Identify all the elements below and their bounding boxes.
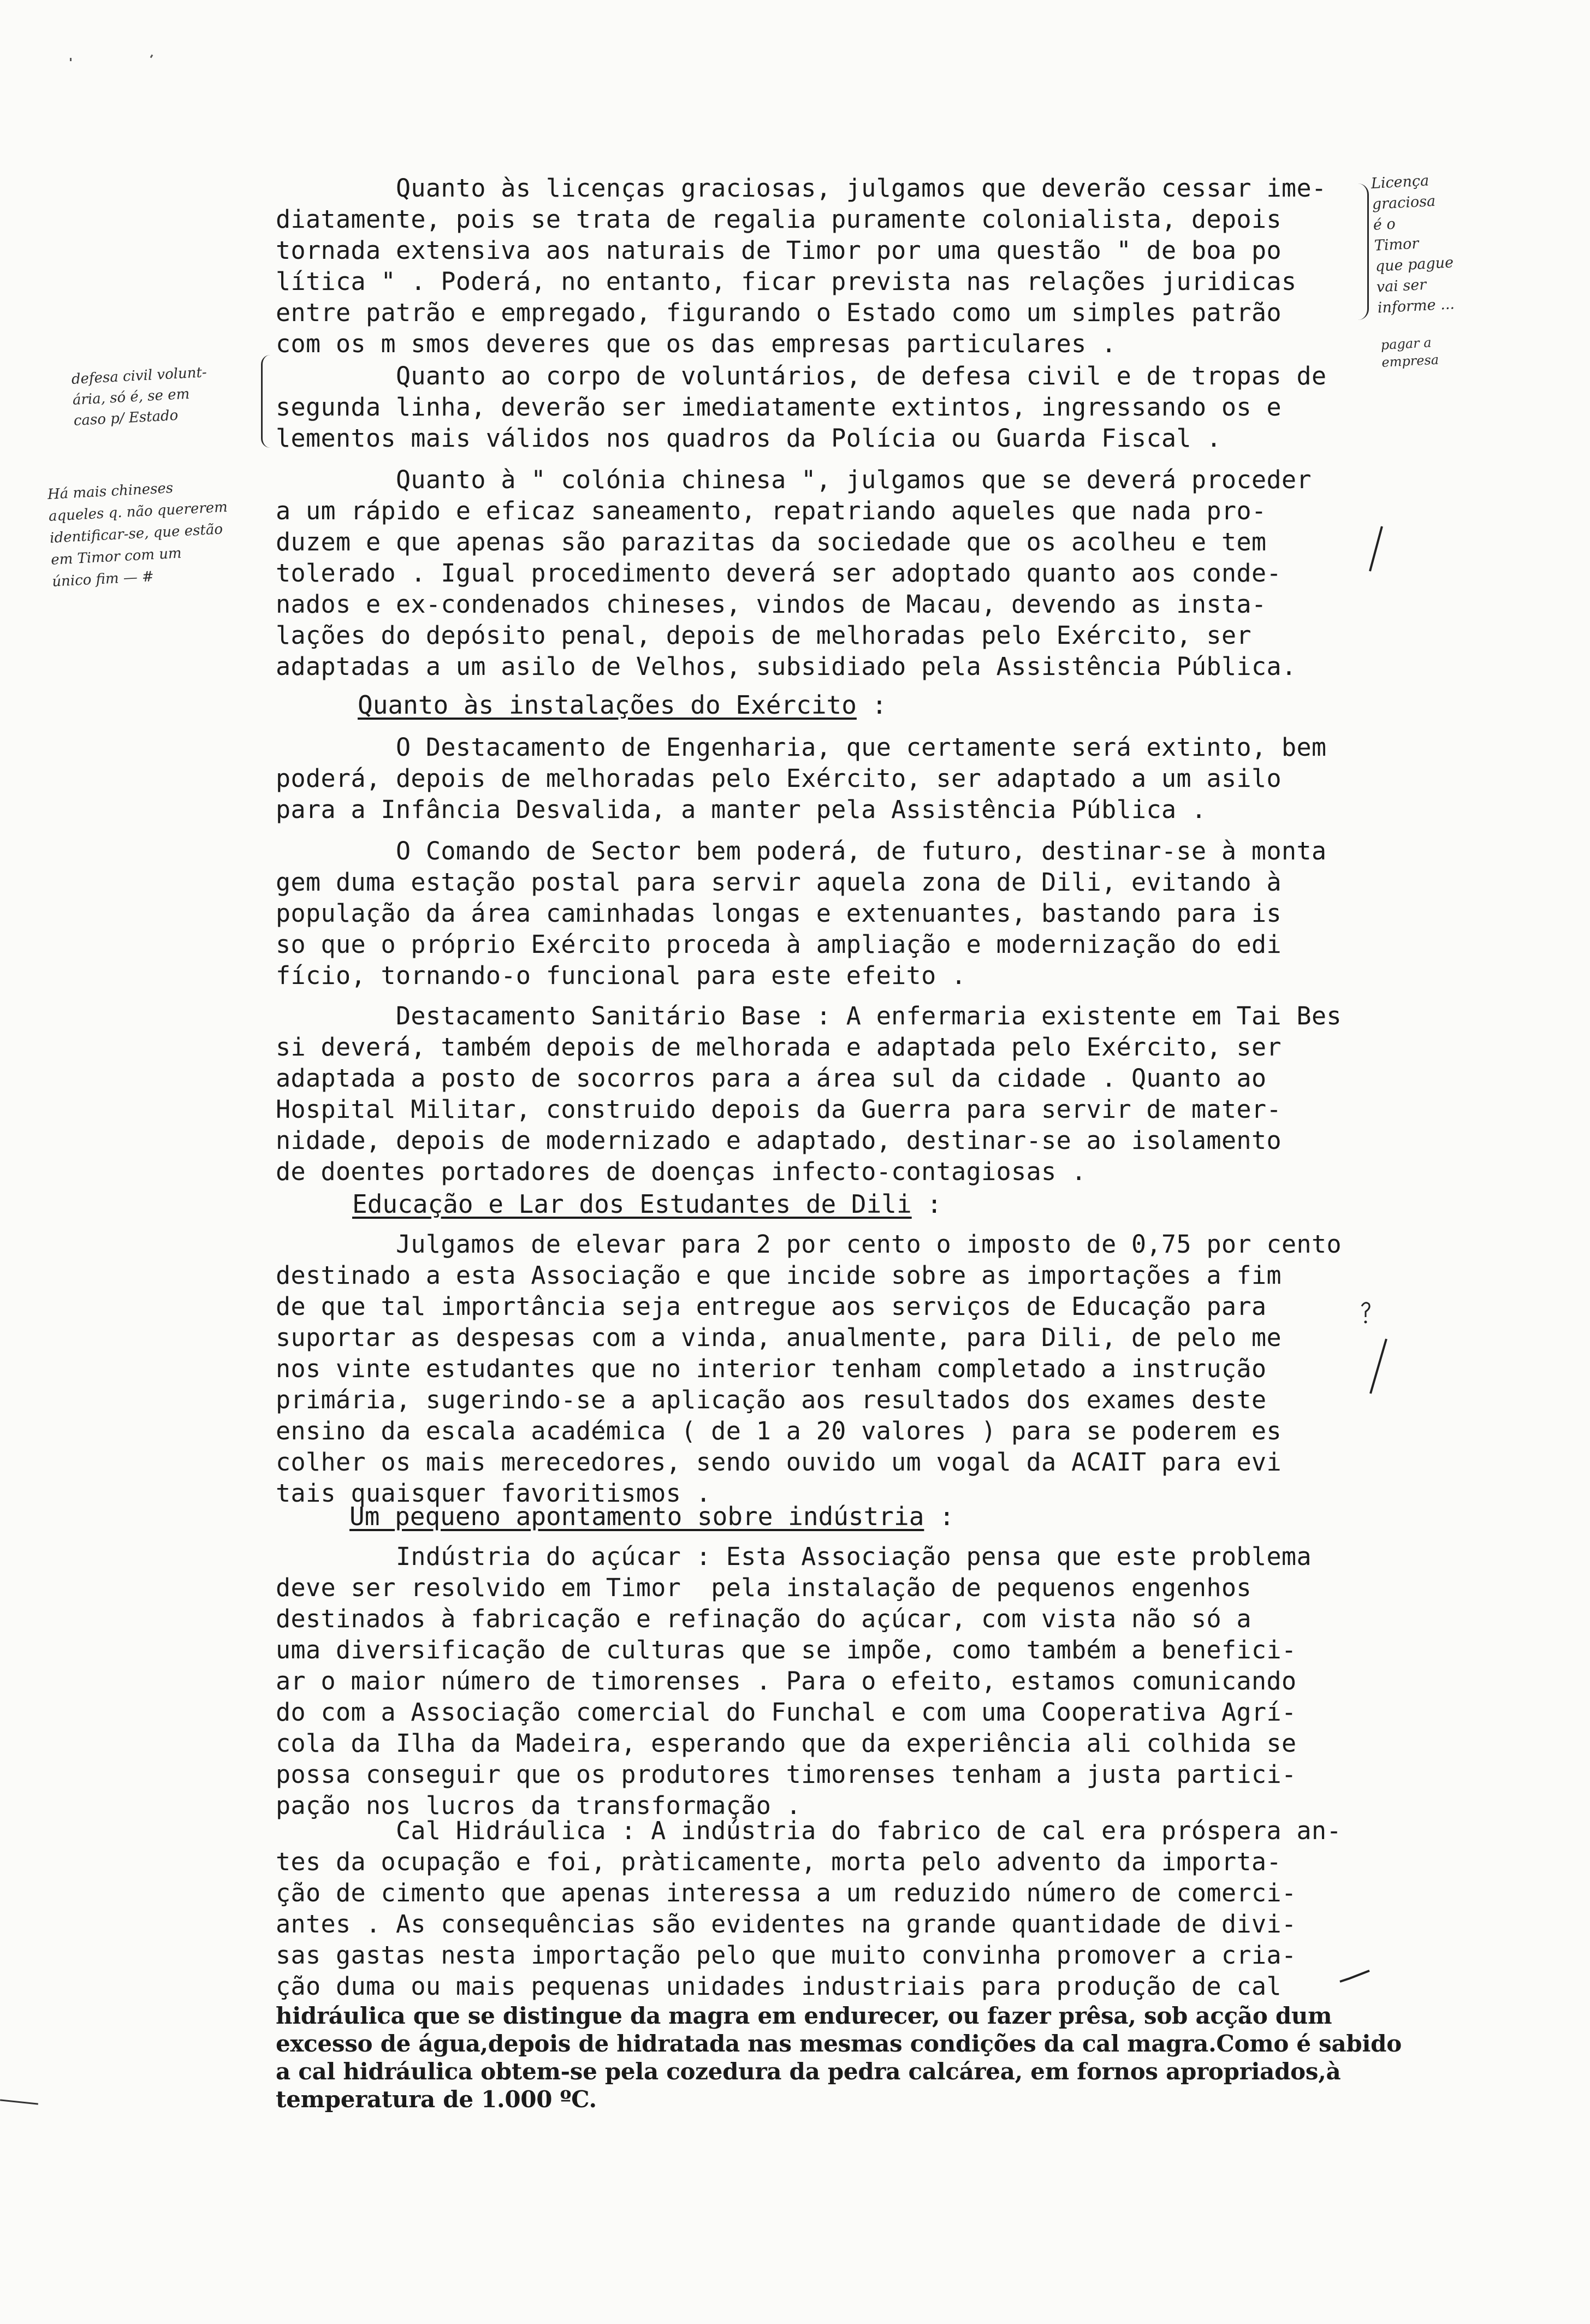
text-line: antes . As consequências são evidentes na grande quantidade de divi- <box>276 1910 1297 1938</box>
paragraph-comando-sector <box>276 835 1379 991</box>
margin-question-mark <box>1360 1300 1372 1325</box>
text-line: ção duma ou mais pequenas unidades industriais para produção de cal <box>276 1972 1282 2001</box>
text-line: O Comando de Sector bem poderá, de futuro, destinar-se à monta <box>276 837 1327 865</box>
text-line: a um rápido e eficaz saneamento, repatriando aqueles que nada pro- <box>276 496 1267 525</box>
text-line: destinados à fabricação e refinação do açúcar, com vista não só a <box>276 1604 1251 1633</box>
text-line: Julgamos de elevar para 2 por cento o imposto de 0,75 por cento <box>276 1230 1342 1259</box>
bold-text-line: a cal hidráulica obtem-se pela cozedura da pedra calcárea, em fornos apropriados,à <box>276 2058 1341 2085</box>
margin-check-mark <box>1368 1337 1390 1397</box>
text-line: nados e ex-condenados chineses, vindos de Macau, devendo as insta- <box>276 590 1267 619</box>
text-line: uma diversificação de culturas que se impõe, como também a benefici- <box>276 1635 1297 1664</box>
text-line: entre patrão e empregado, figurando o Estado como um simples patrão <box>276 298 1282 327</box>
text-line: nos vinte estudantes que no interior tenham completado a instrução <box>276 1354 1267 1383</box>
text-line: de doentes portadores de doenças infecto-contagiosas . <box>276 1157 1087 1186</box>
text-line: primária, sugerindo-se a aplicação aos resultados dos exames deste <box>276 1385 1267 1414</box>
text-line: Quanto às licenças graciosas, julgamos que deverão cessar ime- <box>276 174 1327 203</box>
text-line: nidade, depois de modernizado e adaptado, destinar-se ao isolamento <box>276 1126 1282 1155</box>
paragraph-colonia-chinesa <box>276 464 1379 682</box>
text-line: deve ser resolvido em Timor pela instalação de pequenos engenhos <box>276 1573 1251 1602</box>
paragraph-cal-hidraulica <box>276 1815 1379 2002</box>
handwritten-note-chinesa: Há mais chineses aqueles q. não quererem identificar-se, que estão em Timor com um único fim — # <box>47 479 228 590</box>
paragraph-sanitario <box>276 1000 1379 1187</box>
text-line: so que o próprio Exército proceda à ampliação e modernização do edi <box>276 930 1282 959</box>
text-line: gem duma estação postal para servir aquela zona de Dili, evitando à <box>276 868 1282 897</box>
section-heading: Educação e Lar dos Estudantes de Dili <box>352 1189 912 1219</box>
text-line: Indústria do açúcar : Esta Associação pensa que este problema <box>276 1542 1312 1571</box>
text-line: Destacamento Sanitário Base : A enfermaria existente em Tai Bes <box>276 1001 1342 1030</box>
text-line: suportar as despesas com a vinda, anualmente, para Dili, de pelo me <box>276 1323 1282 1352</box>
text-line: O Destacamento de Engenharia, que certamente será extinto, bem <box>276 733 1327 762</box>
text-line: destinado a esta Associação e que incide sobre as importações a fim <box>276 1261 1282 1290</box>
scan-speck <box>150 55 153 58</box>
text-line: do com a Associação comercial do Funchal e com uma Cooperativa Agrí- <box>276 1698 1297 1727</box>
paragraph-licencas <box>276 173 1379 359</box>
text-line: Quanto ao corpo de voluntários, de defesa civil e de tropas de <box>276 361 1327 390</box>
text-line: poderá, depois de melhoradas pelo Exército, ser adaptado a um asilo <box>276 764 1282 793</box>
text-line: adaptada a posto de socorros para a área sul da cidade . Quanto ao <box>276 1064 1267 1093</box>
text-line: lações do depósito penal, depois de melhoradas pelo Exército, ser <box>276 621 1251 650</box>
paragraph-engenharia <box>276 732 1379 825</box>
text-line: tes da ocupação e foi, pràticamente, morta pelo advento da importa- <box>276 1847 1282 1876</box>
handwritten-note-defesa: defesa civil volunt- ária, só é, se em caso p/ Estado <box>71 364 207 429</box>
scan-edge-mark <box>0 2099 38 2104</box>
text-line: tais quaisquer favoritismos . <box>276 1479 711 1508</box>
text-line: pação nos lucros da transformação . <box>276 1791 802 1820</box>
text-line: adaptadas a um asilo de Velhos, subsidiado pela Assistência Pública. <box>276 652 1297 681</box>
text-line: fício, tornando-o funcional para este efeito . <box>276 961 966 990</box>
text-line: Cal Hidráulica : A indústria do fabrico de cal era próspera an- <box>276 1816 1342 1845</box>
heading-colon: : <box>924 1502 954 1531</box>
text-line: colher os mais merecedores, sendo ouvido um vogal da ACAIT para evi <box>276 1448 1282 1477</box>
section-heading: Quanto às instalações do Exército <box>358 690 857 720</box>
text-line: si deverá, também depois de melhorada e adaptada pelo Exército, ser <box>276 1033 1282 1062</box>
text-line: Hospital Militar, construido depois da Guerra para servir de mater- <box>276 1095 1282 1124</box>
text-line: possa conseguir que os produtores timorenses tenham a justa partici- <box>276 1760 1297 1789</box>
text-line: tolerado . Igual procedimento deverá ser adoptado quanto aos conde- <box>276 559 1282 588</box>
text-line: ar o maior número de timorenses . Para o efeito, estamos comunicando <box>276 1667 1297 1695</box>
section-heading-exercito <box>358 689 1461 721</box>
text-line: de que tal importância seja entregue aos serviços de Educação para <box>276 1292 1267 1321</box>
text-line: lementos mais válidos nos quadros da Polícia ou Guarda Fiscal . <box>276 424 1222 453</box>
text-line: tornada extensiva aos naturais de Timor por uma questão " de boa po <box>276 236 1282 265</box>
section-heading-educacao <box>352 1188 1455 1220</box>
handwritten-note-right: Licença graciosa é o Timor que pague vai ser informe ... <box>1371 172 1455 317</box>
bold-paragraph <box>276 2002 1402 2113</box>
paragraph-voluntarios <box>276 360 1379 454</box>
handwritten-note-right-small: pagar a empresa <box>1380 335 1439 370</box>
section-heading: Um pequeno apontamento sobre indústria <box>349 1502 924 1531</box>
margin-check-mark <box>1368 524 1384 573</box>
text-line: população da área caminhadas longas e extenuantes, bastando para is <box>276 899 1282 928</box>
margin-tick-mark <box>1339 1969 1372 1985</box>
paragraph-acucar <box>276 1541 1379 1821</box>
text-line: Quanto à " colónia chinesa ", julgamos que se deverá proceder <box>276 465 1312 494</box>
text-line: ção de cimento que apenas interessa a um reduzido número de comerci- <box>276 1878 1297 1907</box>
text-line: duzem e que apenas são parazitas da sociedade que os acolheu e tem <box>276 527 1267 556</box>
text-line: ensino da escala académica ( de 1 a 20 valores ) para se poderem es <box>276 1416 1282 1445</box>
margin-bracket-left <box>261 355 270 448</box>
text-line: para a Infância Desvalida, a manter pela Assistência Pública . <box>276 795 1207 824</box>
text-line: cola da Ilha da Madeira, esperando que da experiência ali colhida se <box>276 1729 1297 1758</box>
text-line: com os m smos deveres que os das empresas particulares . <box>276 329 1117 358</box>
margin-bracket-right <box>1357 183 1369 320</box>
section-heading-industria <box>349 1501 1452 1532</box>
text-line: lítica " . Poderá, no entanto, ficar prevista nas relações juridicas <box>276 267 1297 296</box>
bold-text-line: hidráulica que se distingue da magra em endurecer, ou fazer prêsa, sob acção dum <box>276 2002 1332 2029</box>
bold-text-line: temperatura de 1.000 ºC. <box>276 2086 597 2113</box>
paragraph-educacao <box>276 1229 1379 1509</box>
text-line: segunda linha, deverão ser imediatamente extintos, ingressando os e <box>276 393 1282 422</box>
bold-text-line: excesso de água,depois de hidratada nas mesmas condições da cal magra.Como é sabido <box>276 2030 1402 2057</box>
heading-colon: : <box>856 690 887 720</box>
text-line: sas gastas nesta importação pelo que muito convinha promover a cria- <box>276 1941 1297 1970</box>
heading-colon: : <box>911 1189 942 1219</box>
scan-speck <box>70 58 72 61</box>
text-line: diatamente, pois se trata de regalia puramente colonialista, depois <box>276 205 1282 234</box>
